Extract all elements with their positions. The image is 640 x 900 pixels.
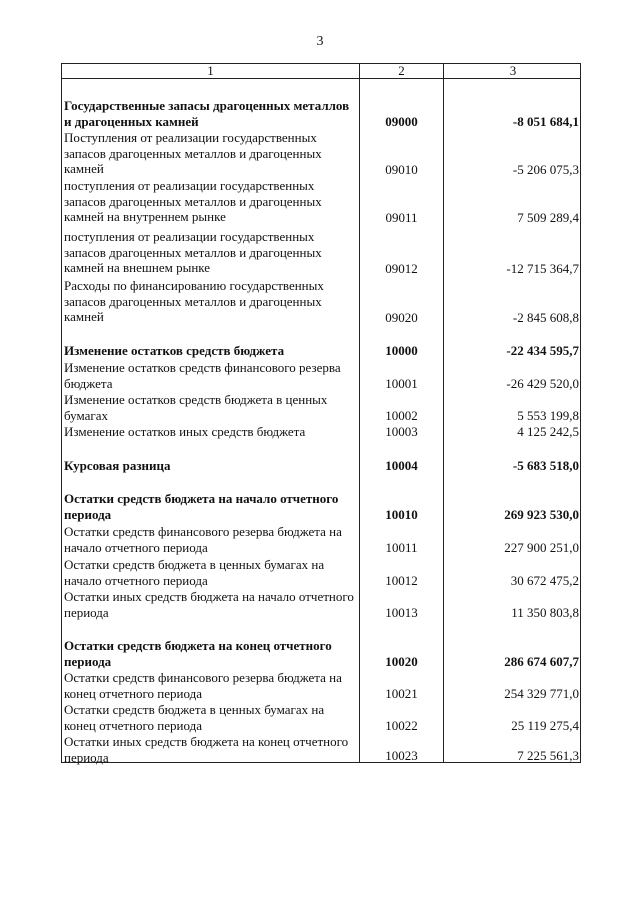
row-name: Остатки иных средств бюджета на конец отчетного периода [64, 734, 349, 765]
row-name: поступления от реализации государственных запасов драгоценных металлов и драгоценных камней на внутреннем рынке [64, 178, 322, 225]
row-code: 10020 [385, 654, 418, 669]
row-code: 10004 [385, 458, 418, 473]
row-name: Остатки средств бюджета в ценных бумагах на начало отчетного периода [64, 557, 325, 588]
row-name: Остатки средств финансового резерва бюджета на начало отчетного периода [64, 524, 342, 555]
row-value: 5 553 199,8 [517, 408, 579, 423]
row-name: Государственные запасы драгоценных металлов и драгоценных камней [64, 98, 350, 129]
row-value: -26 429 520,0 [506, 376, 579, 391]
row-code: 10023 [385, 748, 418, 763]
row-name: Изменение остатков иных средств бюджета [64, 424, 306, 439]
row-code: 09012 [385, 261, 418, 276]
row-name: Остатки средств финансового резерва бюджета на конец отчетного периода [64, 670, 342, 701]
row-name: Остатки средств бюджета на начало отчетного периода [64, 491, 339, 522]
row-value: 254 329 771,0 [504, 686, 579, 701]
row-value: 30 672 475,2 [510, 573, 579, 588]
row-value: 7 509 289,4 [517, 210, 579, 225]
row-value: 286 674 607,7 [504, 654, 579, 669]
row-value: -22 434 595,7 [506, 343, 579, 358]
column-header-1: 1 [207, 63, 214, 78]
page-number: 3 [316, 34, 324, 49]
row-code: 10012 [385, 573, 418, 588]
row-value: 269 923 530,0 [504, 507, 579, 522]
column-header-2: 2 [398, 63, 405, 78]
row-code: 10010 [385, 507, 418, 522]
row-value: 25 119 275,4 [511, 718, 579, 733]
column-header-3: 3 [509, 63, 517, 78]
row-value: 11 350 803,8 [511, 605, 579, 620]
row-code: 10013 [385, 605, 418, 620]
row-value: -5 206 075,3 [512, 162, 579, 177]
header-divider [62, 78, 580, 79]
row-name: Остатки иных средств бюджета на начало отчетного периода [64, 589, 354, 620]
row-name: Остатки средств бюджета на конец отчетного периода [64, 638, 332, 669]
row-code: 10003 [385, 424, 418, 439]
row-name: Расходы по финансированию государственных запасов драгоценных металлов и драгоценных камней [64, 278, 324, 325]
row-name: Остатки средств бюджета в ценных бумагах на конец отчетного периода [64, 702, 325, 733]
row-value: 227 900 251,0 [504, 540, 579, 555]
row-value: 4 125 242,5 [517, 424, 579, 439]
row-value: -12 715 364,7 [506, 261, 579, 276]
row-value: 7 225 561,3 [517, 748, 579, 763]
row-name: Изменение остатков средств бюджета [64, 343, 285, 358]
row-code: 09000 [385, 114, 418, 129]
row-code: 09010 [385, 162, 418, 177]
row-value: -5 683 518,0 [512, 458, 579, 473]
row-name: поступления от реализации государственных запасов драгоценных металлов и драгоценных камней на внешнем рынке [64, 229, 322, 276]
row-name: Изменение остатков средств финансового резерва бюджета [64, 360, 341, 391]
row-code: 10022 [385, 718, 418, 733]
row-value: -2 845 608,8 [512, 310, 579, 325]
budget-table [61, 63, 581, 763]
row-name: Поступления от реализации государственных запасов драгоценных металлов и драгоценных камней [64, 130, 322, 177]
row-code: 10011 [385, 540, 418, 555]
row-code: 10002 [385, 408, 418, 423]
row-code: 09011 [385, 210, 418, 225]
row-name: Изменение остатков средств бюджета в ценных бумагах [64, 392, 328, 423]
row-code: 09020 [385, 310, 418, 325]
row-code: 10021 [385, 686, 418, 701]
row-value: -8 051 684,1 [512, 114, 579, 129]
row-code: 10000 [385, 343, 418, 358]
row-name: Курсовая разница [64, 458, 171, 473]
row-code: 10001 [385, 376, 418, 391]
